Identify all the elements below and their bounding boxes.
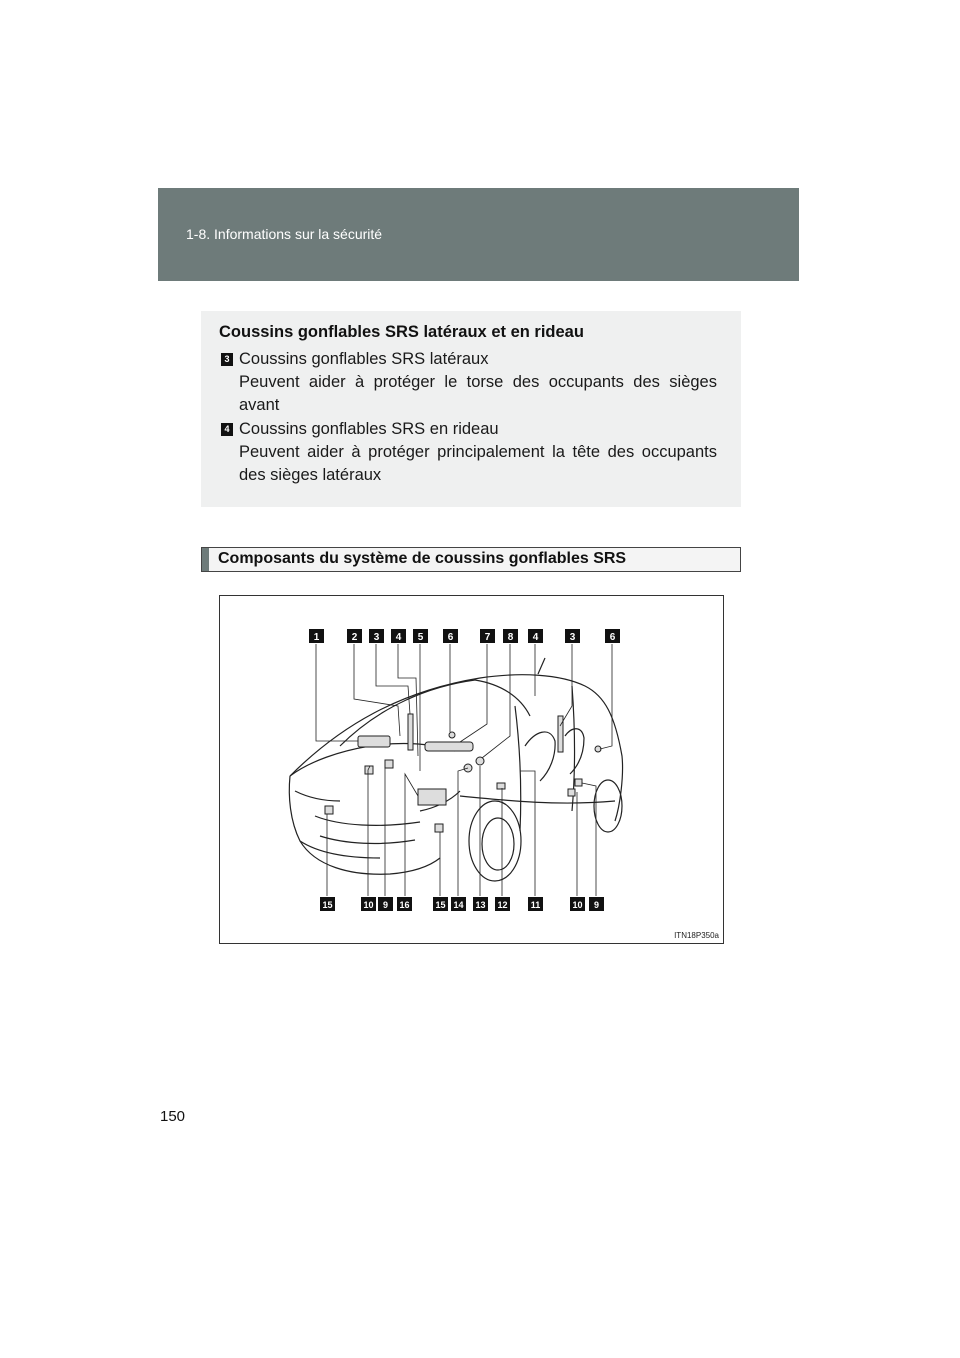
callout-label: 3 [373, 632, 380, 643]
callout-label: 13 [475, 900, 486, 910]
callout-label: 2 [351, 632, 358, 643]
section-heading-bar [201, 547, 741, 572]
item-title: Coussins gonflables SRS en rideau [239, 420, 499, 438]
callout-label: 6 [609, 632, 616, 643]
bottom-callout-badges [320, 897, 604, 911]
item-description: Peuvent aider à protéger le torse des occupants des sièges avant [239, 373, 717, 414]
page-number: 150 [160, 1108, 186, 1125]
callout-label: 4 [532, 632, 539, 643]
item-number-badge: 4 [221, 423, 233, 436]
callout-label: 5 [417, 632, 424, 643]
callout-label: 3 [569, 632, 576, 643]
figure-code: ITN18P350a [674, 931, 719, 940]
callout-label: 6 [447, 632, 454, 643]
section-title: Composants du système de coussins gonflables SRS [218, 550, 627, 567]
callout-label: 7 [484, 632, 491, 643]
callout-label: 10 [363, 900, 374, 910]
chapter-title: 1-8. Informations sur la sécurité [186, 226, 383, 242]
callout-label: 10 [572, 900, 583, 910]
callout-label: 11 [530, 900, 541, 910]
callout-label: 16 [399, 900, 410, 910]
callout-label: 1 [313, 632, 320, 643]
info-heading: Coussins gonflables SRS latéraux et en rideau [219, 323, 584, 341]
airbag-components [325, 714, 601, 832]
callout-label: 9 [593, 900, 600, 910]
item-description: Peuvent aider à protéger principalement la tête des occupants des sièges latéraux [239, 443, 717, 484]
airbag-components-diagram [219, 595, 724, 944]
car-outline [289, 658, 622, 881]
callout-label: 15 [435, 900, 446, 910]
callout-label: 12 [497, 900, 508, 910]
car-illustration [220, 596, 723, 943]
callout-label: 9 [382, 900, 389, 910]
section-accent [202, 548, 209, 571]
callout-label: 4 [395, 632, 402, 643]
callout-label: 14 [453, 900, 464, 910]
info-box [201, 311, 741, 507]
callout-label: 8 [507, 632, 514, 643]
item-number-badge: 3 [221, 353, 233, 366]
top-callout-badges [309, 629, 620, 643]
page-header [158, 188, 799, 281]
item-title: Coussins gonflables SRS latéraux [239, 350, 489, 368]
callout-label: 15 [322, 900, 333, 910]
